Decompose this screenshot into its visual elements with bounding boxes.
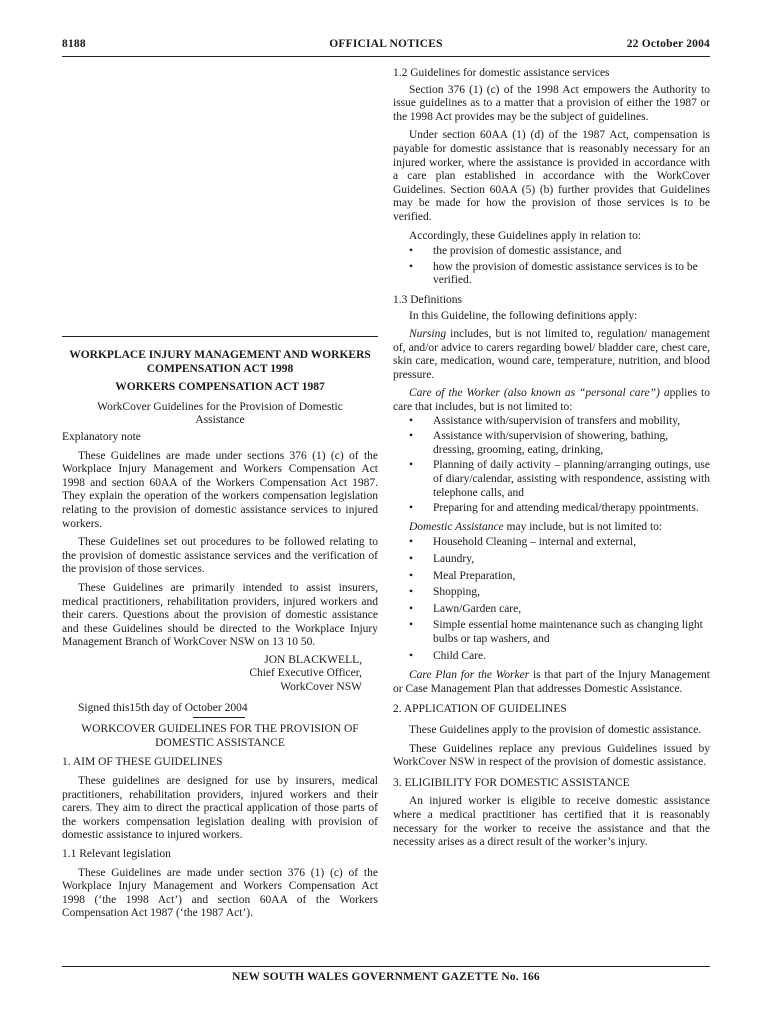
section-1-3-heading: 1.3 Definitions (393, 293, 462, 306)
list-item: • Simple essential home maintenance such as changing light bulbs or tap washers, and (409, 619, 703, 645)
care-definition: Care of the Worker (also known as “personal care”) applies to care that includes, but is not limited to: (393, 387, 710, 414)
nursing-term: Nursing (409, 328, 447, 341)
bullet-icon: • (409, 245, 414, 258)
section-title: OFFICIAL NOTICES (329, 38, 443, 50)
domestic-definition: Domestic Assistance may include, but is not limited to: (409, 520, 663, 533)
left-column (62, 349, 378, 921)
bullet-icon: • (409, 414, 414, 427)
list-item: • the provision of domestic assistance, and (409, 245, 622, 258)
section-1-2-paragraph-2: Under section 60AA (1) (d) of the 1987 Act, compensation is payable for domestic assistance that is reasonably necessary for an injured worker, where the assistance is provided in accordance with a care plan established in accordance with the WorkCover Guidelines. Section 60AA (5) (b) further provides that Guidelines may be made for how the provision of those services is to be verified. (393, 129, 710, 223)
explanatory-paragraph-1: These Guidelines are made under sections 376 (1) (c) of the Workplace Injury Management and Workers Compensation Act 1998 and section 60AA of the Workers Compensation Act 1987. They explain the operation of the workers compensation legislation relating to the provision of domestic assistance services to injured workers. (62, 449, 378, 530)
bullet-icon: • (409, 430, 414, 443)
bullet-icon: • (409, 553, 414, 565)
list-item: • Preparing for and attending medical/therapy ppointments. (409, 502, 699, 515)
care-term: Care of the Worker (also known as “personal care”) a (409, 387, 670, 400)
signed-date: Signed this15th day of October 2004 (78, 701, 248, 714)
care-plan-term: Care Plan for the Worker (409, 669, 530, 682)
header-rule (62, 56, 710, 57)
footer-rule (62, 966, 710, 967)
list-item: • Lawn/Garden care, (409, 602, 522, 615)
nursing-definition: Nursing includes, but is not limited to, regulation/ management of, and/or advice to carers regarding bowel/ bladder care, chest care, skin care, medication, wound care, temperature, nutrition, and blood pressure. (393, 328, 710, 381)
section-2-paragraph-1: These Guidelines apply to the provision of domestic assistance. (409, 723, 702, 736)
list-item: • Laundry, (409, 553, 475, 565)
signatory-title: Chief Executive Officer, (249, 667, 362, 680)
page-number: 8188 (62, 38, 86, 50)
section-1-2-heading: 1.2 Guidelines for domestic assistance services (393, 67, 610, 79)
bullet-icon: • (409, 536, 414, 549)
section-1-heading: 1. AIM OF THESE GUIDELINES (62, 756, 223, 769)
act-title-1987: WORKERS COMPENSATION ACT 1987 (115, 381, 325, 394)
section-3-paragraph: An injured worker is eligible to receive domestic assistance where a medical practitioner has certified that it is reasonably necessary for the worker to receive the assistance and that the necessity arises as a direct result of the worker’s injury. (393, 795, 710, 849)
applies-list (393, 245, 710, 288)
list-item: • Assistance with/supervision of showering, bathing, dressing, grooming, eating, drinking, (409, 430, 669, 456)
signatory-organisation: WorkCover NSW (280, 681, 362, 694)
explanatory-note-heading: Explanatory note (62, 430, 141, 443)
section-3-heading: 3. ELIGIBILITY FOR DOMESTIC ASSISTANCE (393, 776, 630, 789)
care-plan-definition: Care Plan for the Worker is that part of the Injury Management or Case Management Plan that addresses Domestic Assistance. (393, 669, 711, 695)
act-title-1998: WORKPLACE INJURY MANAGEMENT AND WORKERS COMPENSATION ACT 1998 (69, 349, 371, 375)
section-1-1-paragraph: These Guidelines are made under section 376 (1) (c) of the Workplace Injury Management and Workers Compensation Act 1998 (‘the 1998 Act’) and section 60AA of the Workers Compensation Act 1987 (‘the 1987 Act’). (62, 866, 378, 920)
bullet-icon: • (409, 586, 414, 599)
section-1-2-paragraph-1: Section 376 (1) (c) of the 1998 Act empowers the Authority to issue guidelines as to a matter that a provision of either the 1987 or the 1998 Act provides may be the subject of guidelines. (393, 83, 710, 123)
explanatory-paragraph-2: These Guidelines set out procedures to be followed relating to the provision of domestic assistance services and the verification of the provision of those services. (62, 536, 378, 576)
list-item: • Meal Preparation, (409, 569, 516, 582)
list-item: • how the provision of domestic assistance services is to be verified. (409, 260, 698, 287)
bullet-icon: • (409, 619, 414, 632)
issue-date: 22 October 2004 (626, 38, 710, 50)
domestic-term: Domestic Assistance (409, 520, 504, 533)
divider (193, 717, 245, 718)
section-2-paragraph-2: These Guidelines replace any previous Guidelines issued by WorkCover NSW in respect of the provision of domestic assistance. (393, 742, 710, 769)
section-2-heading: 2. APPLICATION OF GUIDELINES (393, 703, 567, 716)
notice-subtitle: WorkCover Guidelines for the Provision of Domestic Assistance (97, 400, 343, 427)
bullet-icon: • (409, 602, 414, 615)
guidelines-title: WORKCOVER GUIDELINES FOR THE PROVISION OF DOMESTIC ASSISTANCE (81, 723, 359, 749)
right-column (393, 67, 710, 850)
care-list (393, 415, 710, 516)
section-1-paragraph: These guidelines are designed for use by insurers, medical practitioners, rehabilitation providers, injured workers and their carers. They aim to direct the practical application of those parts of the workers compensation legislation dealing with provision of domestic assistance to injured workers. (62, 775, 378, 842)
bullet-icon: • (409, 459, 414, 472)
bullet-icon: • (409, 260, 414, 273)
list-item: • Household Cleaning – internal and external, (409, 536, 637, 549)
list-item: • Child Care. (409, 649, 487, 662)
section-1-2-paragraph-3: Accordingly, these Guidelines apply in relation to: (409, 229, 642, 242)
list-item: • Assistance with/supervision of transfers and mobility, (409, 414, 681, 427)
bullet-icon: • (409, 649, 414, 662)
definitions-intro: In this Guideline, the following definitions apply: (409, 309, 638, 322)
page-header (62, 38, 710, 54)
list-item: • Shopping, (409, 586, 480, 599)
list-item: • Planning of daily activity – planning/arranging outings, use of diary/calendar, assisting with respondence, assisting with telephone calls, and (409, 459, 710, 499)
page-footer: NEW SOUTH WALES GOVERNMENT GAZETTE No. 166 (232, 971, 540, 983)
domestic-list (393, 536, 710, 663)
bullet-icon: • (409, 569, 414, 582)
left-column-rule (62, 336, 378, 337)
bullet-icon: • (409, 502, 414, 515)
signature-block (62, 654, 378, 695)
section-1-1-heading: 1.1 Relevant legislation (62, 848, 171, 860)
explanatory-paragraph-3: These Guidelines are primarily intended to assist insurers, medical practitioners, rehabilitation providers, injured workers and their carers. Questions about the provision of domestic assistance and these Guidelines should be directed to the Workplace Injury Management Branch of WorkCover NSW on 13 10 50. (62, 581, 378, 649)
signatory-name: JON BLACKWELL, (264, 653, 362, 666)
